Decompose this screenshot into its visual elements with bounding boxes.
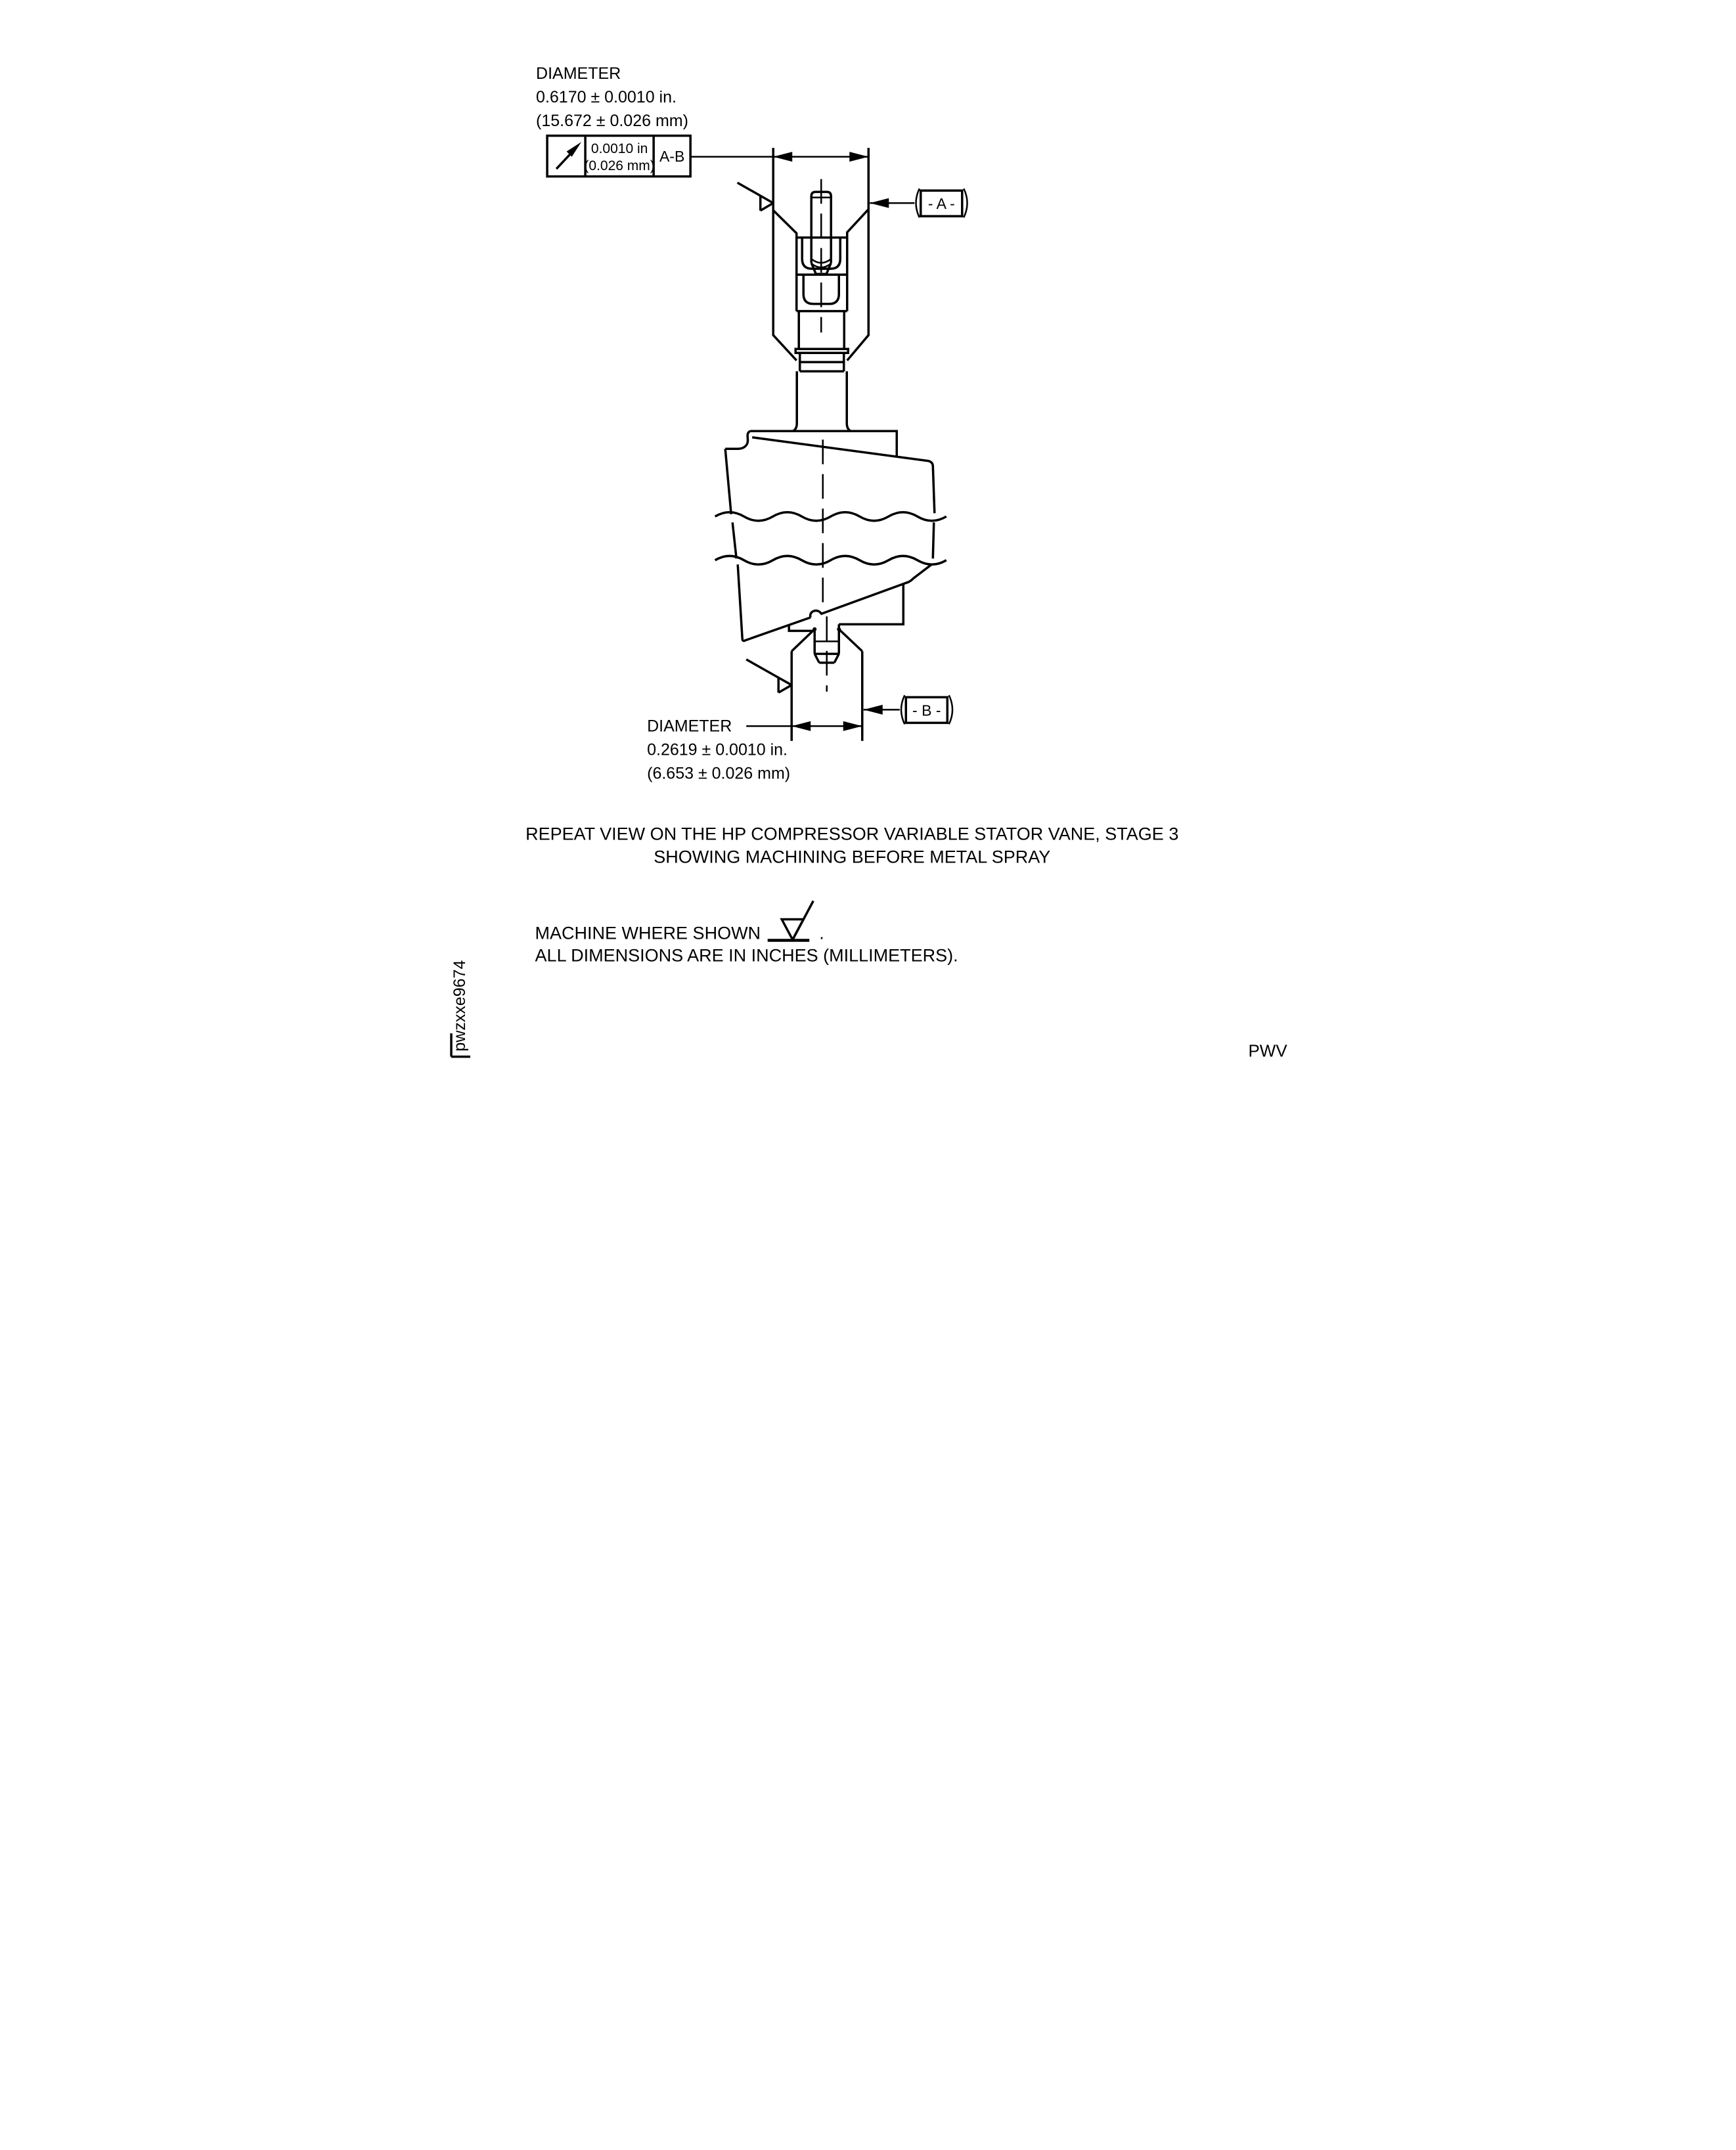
engineering-drawing: [434, 0, 1302, 1075]
page-code: PWV: [1247, 1041, 1287, 1061]
datum-a-label: - A -: [927, 195, 955, 213]
datum-b-arrow: [863, 705, 882, 715]
datum-b-callout: [863, 695, 952, 724]
datum-a-paren-left: [916, 189, 919, 217]
doc-code: pwzxxe9674: [450, 960, 469, 1052]
datum-a-callout: [870, 189, 967, 217]
margin-marks: [451, 960, 1287, 1061]
vane-platform-and-airfoil: [715, 431, 946, 640]
bottom-dimension-inches: 0.2619 ± 0.0010 in.: [646, 740, 788, 759]
datum-b-paren-left: [901, 695, 904, 724]
datum-a-arrow: [870, 198, 889, 208]
machined-surface-symbol-upper: [737, 183, 773, 211]
top-dimension-inches: 0.6170 ± 0.0010 in.: [535, 88, 677, 107]
datum-b-paren-right: [948, 695, 952, 724]
notes: [535, 901, 958, 966]
machine-note-text: MACHINE WHERE SHOWN: [535, 923, 761, 943]
caption: [525, 824, 1178, 866]
circular-runout-icon: [556, 142, 581, 169]
caption-line-1: REPEAT VIEW ON THE HP COMPRESSOR VARIABLE STATOR VANE, STAGE 3: [525, 824, 1178, 844]
bottom-dimension-line: [746, 721, 862, 731]
dimensions-note: ALL DIMENSIONS ARE IN INCHES (MILLIMETERS).: [535, 945, 958, 966]
dimension-arrow-left: [773, 152, 792, 162]
fcf-datum-refs: A-B: [659, 148, 684, 166]
caption-line-2: SHOWING MACHINING BEFORE METAL SPRAY: [653, 847, 1050, 867]
drawing-sheet: [434, 0, 1302, 1075]
dimension-arrow-left: [791, 721, 811, 731]
break-line-upper: [715, 512, 946, 521]
bottom-dimension-title: DIAMETER: [646, 717, 732, 736]
top-dimension-line: [690, 152, 868, 162]
fcf-tolerance-mm: (0.026 mm): [583, 158, 655, 174]
machined-surface-note-symbol: [767, 901, 813, 941]
feature-control-frame: [547, 136, 690, 177]
bottom-dimension-mm: (6.653 ± 0.026 mm): [646, 764, 790, 783]
dimension-arrow-right: [849, 152, 868, 162]
machine-note-period: .: [818, 923, 824, 943]
datum-b-label: - B -: [912, 702, 941, 719]
top-dimension-mm: (15.672 ± 0.026 mm): [535, 112, 688, 131]
break-line-lower: [715, 556, 946, 564]
dimension-arrow-right: [843, 721, 862, 731]
machined-surface-symbol-lower: [746, 660, 791, 693]
top-dimension-label: [536, 64, 688, 130]
datum-a-paren-right: [964, 189, 967, 217]
fcf-tolerance-in: 0.0010 in: [590, 141, 648, 157]
top-dimension-title: DIAMETER: [535, 64, 621, 83]
